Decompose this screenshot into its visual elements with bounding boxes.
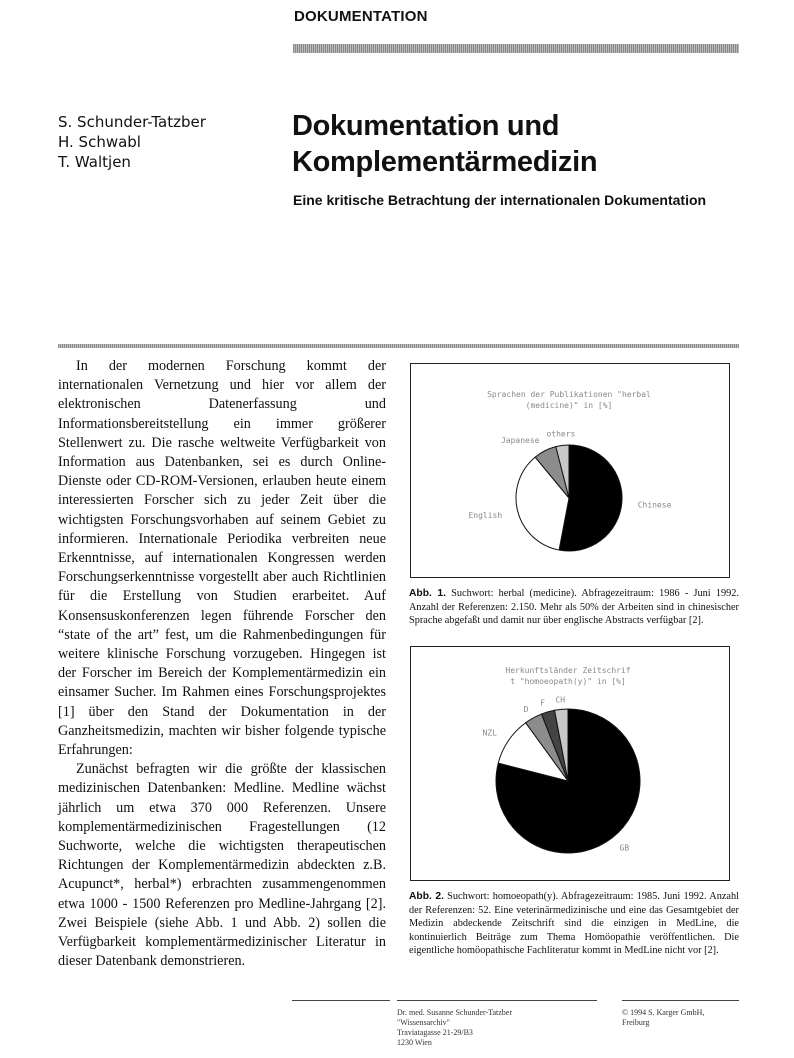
caption-text: Suchwort: homoeopath(y). Abfragezeitraum: 1985. Juni 1992. Anzahl der Referenzen: 52. Eine veterinärmedizinische und eine das Gesamtgebiet der Medizin abdeckende Zeitschrift sind die einzigen in MedLine, die kontinuierlich Beiträge zum Thema Homöopathie veröffentlichen. Die eigentliche homöopathische Fachliteratur kommt in MedLine nicht vor [2].	[409, 891, 739, 956]
title-line: Dokumentation und	[292, 110, 560, 142]
caption-text: Suchwort: herbal (medicine). Abfragezeitraum: 1986 - Juni 1992. Anzahl der Referenzen: 2.150. Mehr als 50% der Arbeiten sind in chinesischer Sprache abgefaßt und damit nur über englische Abstracts verfügbar [2].	[409, 588, 740, 626]
figure-2-pie-chart	[411, 647, 729, 880]
chart-title	[505, 666, 630, 686]
figure-1-caption	[409, 587, 739, 628]
pie-label-english: English	[468, 511, 503, 521]
pie-label-d: D	[523, 705, 529, 715]
pie-label-japanese: Japanese	[500, 436, 540, 446]
section-rule	[58, 344, 739, 348]
body-paragraph: In der modernen Forschung kommt der internationalen Vernetzung und hier vor allem der elektronischen Datenerfassung und Informationsbereitstellung ein immer größerer Stellenwert zu. Die rasche weltweite Verfügbarkeit von Information aus Datenbanken, sei es durch Online-Dienste oder CD-ROM-Versionen, erlauben heute einem interessierten Forscher sich zu jeder Zeit über die wichtigsten Forschungsvorhaben auf seinem Gebiet zu informieren. Internationale Periodika verbreiten neue Erkenntnisse, auf internationalen Kongressen werden Forschungserkenntnisse vorgestellt aber auch Richtlinien für die Erstellung von Studien erarbeitet. Auf Konsensuskonferenzen legen führende Forscher den “state of the art” fest, um die Rahmenbedingungen für weitere klinische Forschung vorzugeben. Hingegen ist der Forscher im Bereich der Komplementärmedizin ein einsamer Sucher. Im Rahmen eines Forschungsprojektes [1] über den Stand der Dokumentation in der Ganzheitsmedizin, machten wir bisher folgende typische Erfahrungen:	[58, 358, 386, 759]
figure-2-frame	[410, 646, 730, 881]
address-line: 1230 Wien	[397, 1038, 432, 1047]
chart-title-line: t "homoeopath(y)" in [%]	[510, 677, 626, 686]
footer-rule	[292, 1000, 390, 1001]
body-column	[58, 357, 386, 972]
figure-2-caption	[409, 890, 739, 958]
footer-rule	[622, 1000, 739, 1001]
footer-rule	[397, 1000, 597, 1001]
figure-1-frame	[410, 363, 730, 578]
copyright-line: Freiburg	[622, 1018, 650, 1027]
pie-label-f: F	[540, 698, 546, 708]
pie-label-ch: CH	[555, 695, 566, 705]
address-line: Dr. med. Susanne Schunder-Tatzber	[397, 1008, 513, 1017]
pie-label-others: others	[546, 429, 576, 439]
header-rule	[293, 44, 739, 53]
address-line: Traviatagasse 21-29/B3	[397, 1028, 473, 1037]
author-name: H. Schwabl	[58, 133, 141, 151]
copyright-notice	[622, 1008, 739, 1028]
caption-label: Abb. 1.	[409, 588, 446, 599]
chart-title-line: Herkunftsländer Zeitschrif	[505, 666, 631, 675]
author-name: T. Waltjen	[58, 153, 131, 171]
article-title	[292, 108, 742, 180]
caption-label: Abb. 2.	[409, 891, 444, 902]
section-label: DOKUMENTATION	[294, 8, 428, 25]
chart-title-line: (medicine)" in [%]	[525, 401, 613, 410]
author-name: S. Schunder-Tatzber	[58, 113, 206, 131]
address-line: "Wissensarchiv"	[397, 1018, 450, 1027]
figure-1-pie-chart	[411, 364, 729, 577]
title-line: Komplementärmedizin	[292, 146, 598, 178]
author-address	[397, 1008, 607, 1048]
article-subtitle: Eine kritische Betrachtung der internationalen Dokumentation	[293, 192, 707, 208]
pie-label-gb: GB	[619, 843, 630, 853]
chart-title-line: Sprachen der Publikationen "herbal	[487, 390, 651, 399]
chart-title	[487, 390, 651, 410]
pie-label-chinese: Chinese	[637, 500, 672, 510]
author-list	[58, 112, 206, 172]
body-paragraph: Zunächst befragten wir die größte der klassischen medizinischen Datenbanken: Medline. Medline wächst jährlich um etwa 370 000 Referenzen. Unsere komplementärmedizinischen Fragestellungen (12 Suchworte, welche die wichtigsten therapeutischen Richtungen der Komplementärmedizin abdeckten z.B. Acupunct*, herbal*) erbrachten zusammengenommen etwa 1000 - 1500 Referenzen pro Medline-Jahrgang [2]. Zwei Beispiele (siehe Abb. 1 und Abb. 2) sollen die Verfügbarkeit komplementärmedizinischer Literatur in dieser Datenbank demonstrieren.	[58, 761, 386, 970]
copyright-line: © 1994 S. Karger GmbH,	[622, 1008, 705, 1017]
pie-label-nzl: NZL	[482, 728, 497, 738]
